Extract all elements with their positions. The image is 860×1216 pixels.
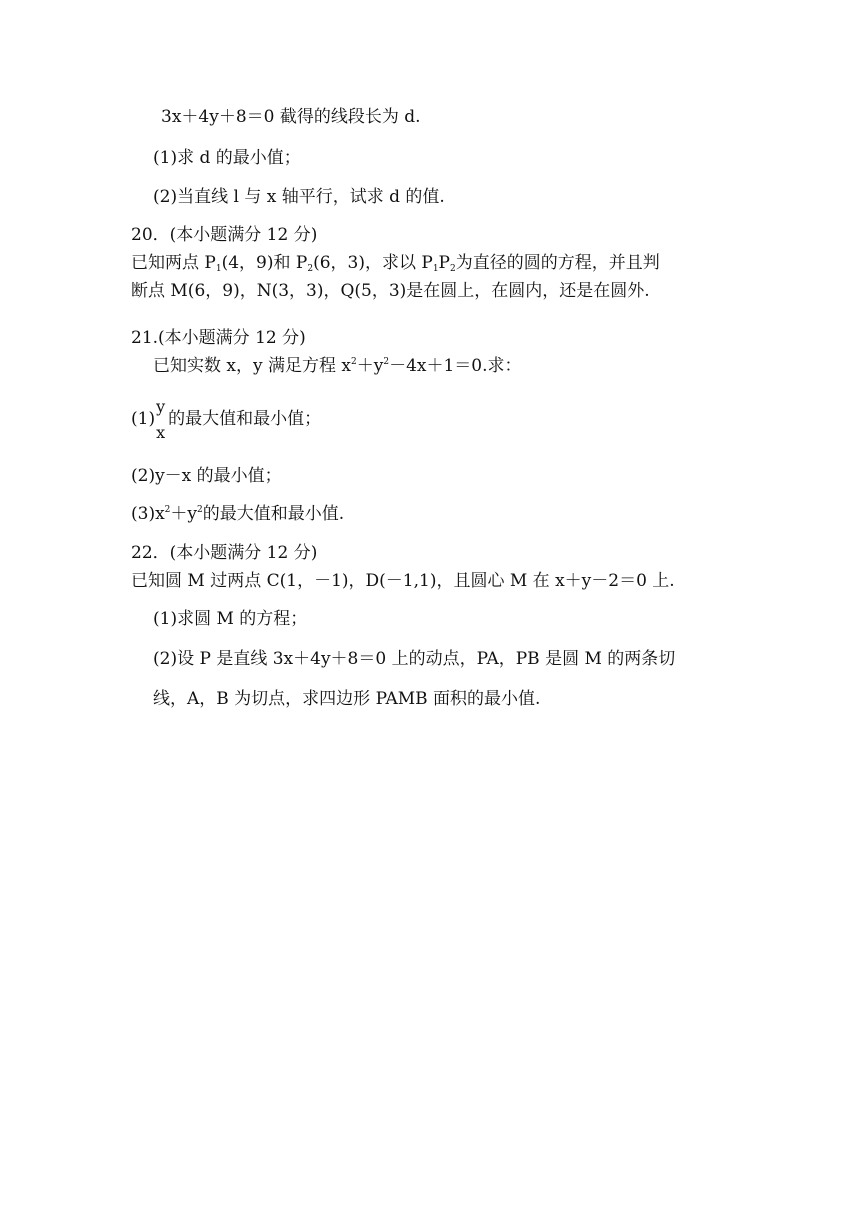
q20-text: P	[438, 253, 450, 273]
q21-heading: 21.(本小题满分 12 分)	[131, 328, 306, 348]
q19-part1: (1)求 d 的最小值；	[153, 148, 301, 168]
q20-text: (4，9)和 P	[221, 253, 308, 273]
superscript: 2	[197, 505, 203, 515]
fraction-y-over-x	[155, 396, 167, 442]
q21-text: 的最大值和最小值.	[202, 504, 345, 524]
subscript: 2	[450, 264, 456, 274]
superscript: 2	[351, 357, 357, 367]
q22-heading: 22．(本小题满分 12 分)	[131, 543, 318, 563]
q19-part2: (2)当直线 l 与 x 轴平行，试求 d 的值.	[153, 187, 445, 207]
q21-text: 已知实数 x，y 满足方程 x	[153, 356, 351, 376]
q20-line2: 断点 M(6，9)，N(3，3)，Q(5，3)是在圆上，在圆内，还是在圆外.	[131, 281, 650, 301]
subscript: 1	[432, 264, 439, 274]
q20-text: 已知两点 P	[131, 253, 216, 273]
superscript: 2	[383, 357, 390, 367]
fraction-denominator: x	[156, 422, 166, 442]
q21-part1-prefix: (1)	[131, 409, 156, 429]
q21-part1	[131, 396, 322, 442]
q20-heading: 20．(本小题满分 12 分)	[131, 225, 318, 245]
q22-part2-line2: 线，A，B 为切点，求四边形 PAMB 面积的最小值.	[153, 689, 541, 709]
q22-intro: 已知圆 M 过两点 C(1，－1)，D(－1,1)，且圆心 M 在 x＋y－2＝0 上.	[131, 571, 675, 591]
q19-continuation-line: 3x＋4y＋8＝0 截得的线段长为 d.	[161, 107, 421, 127]
q20-line1	[131, 253, 660, 273]
q20-text: 为直径的圆的方程，并且判	[455, 253, 660, 273]
subscript: 2	[307, 264, 314, 274]
q21-text: (3)x	[131, 504, 165, 524]
q21-part1-text: 的最大值和最小值；	[168, 409, 322, 429]
superscript: 2	[164, 505, 171, 515]
q21-part2: (2)y－x 的最小值；	[131, 466, 282, 486]
q20-text: (6，3)，求以 P	[313, 253, 433, 273]
q22-part2-line1: (2)设 P 是直线 3x＋4y＋8＝0 上的动点，PA，PB 是圆 M 的两条切	[153, 649, 676, 669]
fraction-numerator: y	[156, 396, 166, 416]
q21-part3	[131, 504, 344, 524]
q22-part1: (1)求圆 M 的方程；	[153, 609, 308, 629]
subscript: 1	[215, 264, 222, 274]
q21-text: －4x＋1＝0.求：	[389, 356, 522, 376]
q21-intro	[153, 356, 522, 376]
q21-text: ＋y	[356, 356, 384, 376]
q21-text: ＋y	[170, 504, 198, 524]
